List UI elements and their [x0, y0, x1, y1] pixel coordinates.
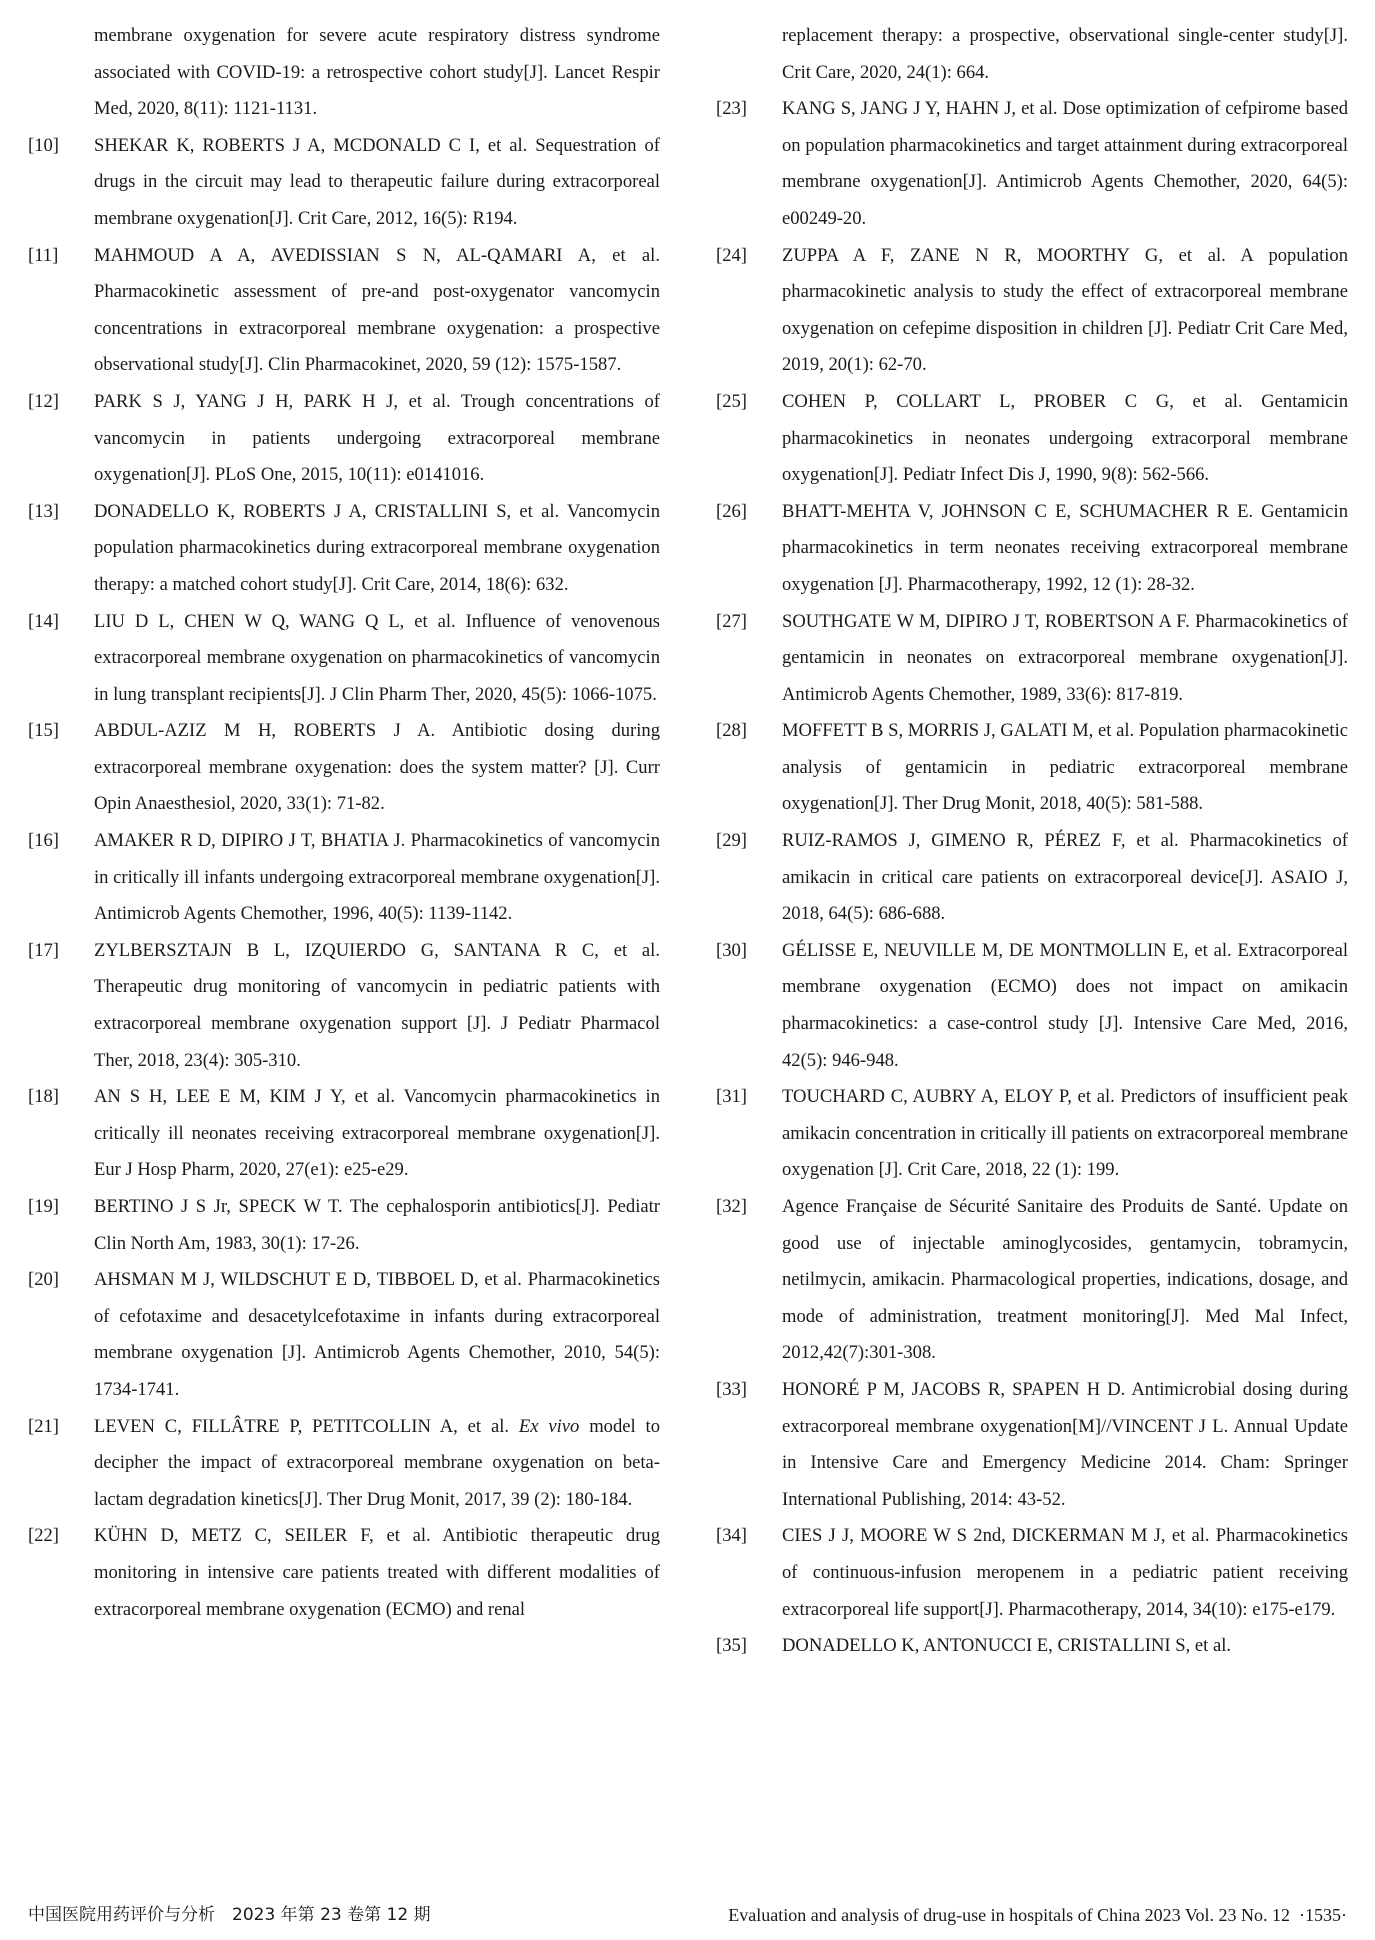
reference-number: [25]: [716, 390, 747, 412]
reference-13: [28, 494, 660, 604]
reference-text: TOUCHARD C, AUBRY A, ELOY P, et al. Predictors of insufficient peak amikacin concentration in critically ill patients on extracorporeal membrane oxygenation [J]. Crit Care, 2018, 22 (1): 199.: [782, 1086, 1348, 1181]
reference-number: [14]: [28, 610, 59, 632]
reference-number: [16]: [28, 830, 59, 852]
reference-14: [28, 604, 660, 714]
reference-32: [716, 1189, 1348, 1372]
reference-text: BHATT-MEHTA V, JOHNSON C E, SCHUMACHER R E. Gentamicin pharmacokinetics in term neonates receiving extracorporeal membrane oxygenation [J]. Pharmacotherapy, 1992, 12 (1): 28-32.: [782, 500, 1348, 595]
reference-12: [28, 384, 660, 494]
reference-text: ZYLBERSZTAJN B L, IZQUIERDO G, SANTANA R C, et al. Therapeutic drug monitoring of vancomycin in pediatric patients with extracorporeal membrane oxygenation support [J]. J Pediatr Pharmacol Ther, 2018, 23(4): 305-310.: [94, 939, 660, 1071]
reference-number: [22]: [28, 1525, 59, 1547]
reference-text: ABDUL-AZIZ M H, ROBERTS J A. Antibiotic dosing during extracorporeal membrane oxygenation: does the system matter? [J]. Curr Opin Anaesthesiol, 2020, 33(1): 71-82.: [94, 720, 660, 815]
reference-number: [17]: [28, 939, 59, 961]
reference-number: [21]: [28, 1415, 59, 1437]
reference-31: [716, 1079, 1348, 1189]
reference-text: AMAKER R D, DIPIRO J T, BHATIA J. Pharmacokinetics of vancomycin in critically ill infants undergoing extracorporeal membrane oxygenation[J]. Antimicrob Agents Chemother, 1996, 40(5): 1139-1142.: [94, 830, 660, 925]
reference-30: [716, 933, 1348, 1079]
reference-25: [716, 384, 1348, 494]
reference-text: MAHMOUD A A, AVEDISSIAN S N, AL-QAMARI A, et al. Pharmacokinetic assessment of pre-and post-oxygenator vancomycin concentrations in extracorporeal membrane oxygenation: a prospective observational study[J]. Clin Pharmacokinet, 2020, 59 (12): 1575-1587.: [94, 244, 660, 376]
right-column: [716, 18, 1348, 1665]
reference-35: [716, 1628, 1348, 1665]
reference-22: [28, 1518, 660, 1628]
reference-number: [30]: [716, 939, 747, 961]
reference-15: [28, 713, 660, 823]
reference-number: [10]: [28, 134, 59, 156]
reference-number: [27]: [716, 610, 747, 632]
reference-text: PARK S J, YANG J H, PARK H J, et al. Trough concentrations of vancomycin in patients undergoing extracorporeal membrane oxygenation[J]. PLoS One, 2015, 10(11): e0141016.: [94, 390, 660, 486]
reference-text: AHSMAN M J, WILDSCHUT E D, TIBBOEL D, et al. Pharmacokinetics of cefotaxime and desacetylcefotaxime in infants during extracorporeal membrane oxygenation [J]. Antimicrob Agents Chemother, 2010, 54(5): 1734-1741.: [94, 1269, 660, 1400]
reference-number: [11]: [28, 244, 59, 266]
reference-20: [28, 1262, 660, 1408]
reference-26: [716, 494, 1348, 604]
reference-text: Agence Française de Sécurité Sanitaire des Produits de Santé. Update on good use of injectable aminoglycosides, gentamycin, tobramycin, netilmycin, amikacin. Pharmacological properties, indications, dosage, and mode of administration, treatment monitoring[J]. Med Mal Infect, 2012,42(7):301-308.: [782, 1196, 1348, 1364]
reference-29: [716, 823, 1348, 933]
reference-number: [12]: [28, 390, 59, 412]
journal-name-english: Evaluation and analysis of drug-use in hospitals of China 2023 Vol. 23 No. 12: [728, 1905, 1290, 1925]
reference-text: BERTINO J S Jr, SPECK W T. The cephalosporin antibiotics[J]. Pediatr Clin North Am, 1983, 30(1): 17-26.: [94, 1196, 660, 1254]
reference-number: [31]: [716, 1086, 747, 1108]
reference-text: COHEN P, COLLART L, PROBER C G, et al. Gentamicin pharmacokinetics in neonates undergoing extracorporal membrane oxygenation[J]. Pediatr Infect Dis J, 1990, 9(8): 562-566.: [782, 390, 1348, 486]
reference-21: [28, 1409, 660, 1519]
reference-number: [26]: [716, 500, 747, 522]
reference-10: [28, 128, 660, 238]
reference-24: [716, 238, 1348, 384]
reference-18: [28, 1079, 660, 1189]
reference-34: [716, 1518, 1348, 1628]
reference-23: [716, 91, 1348, 237]
reference-16: [28, 823, 660, 933]
reference-number: [13]: [28, 500, 59, 522]
reference-text: KÜHN D, METZ C, SEILER F, et al. Antibiotic therapeutic drug monitoring in intensive care patients treated with different modalities of extracorporeal membrane oxygenation (ECMO) and renal: [94, 1525, 660, 1620]
reference-33: [716, 1372, 1348, 1518]
reference-text: CIES J J, MOORE W S 2nd, DICKERMAN M J, et al. Pharmacokinetics of continuous-infusion meropenem in a pediatric patient receiving extracorporeal life support[J]. Pharmacotherapy, 2014, 34(10): e175-e179.: [782, 1525, 1348, 1620]
reference-number: [23]: [716, 98, 747, 120]
reference-number: [20]: [28, 1269, 59, 1291]
reference-number: [34]: [716, 1525, 747, 1547]
reference-text: DONADELLO K, ROBERTS J A, CRISTALLINI S, et al. Vancomycin population pharmacokinetics during extracorporeal membrane oxygenation therapy: a matched cohort study[J]. Crit Care, 2014, 18(6): 632.: [94, 500, 660, 595]
italic-term: Ex vivo: [518, 1415, 580, 1437]
reference-text: SOUTHGATE W M, DIPIRO J T, ROBERTSON A F. Pharmacokinetics of gentamicin in neonates on extracorporeal membrane oxygenation[J]. Antimicrob Agents Chemother, 1989, 33(6): 817-819.: [782, 610, 1348, 705]
reference-number: [29]: [716, 830, 747, 852]
left-column: [28, 18, 660, 1628]
reference-text: RUIZ-RAMOS J, GIMENO R, PÉREZ F, et al. Pharmacokinetics of amikacin in critical care patients on extracorporeal device[J]. ASAIO J, 2018, 64(5): 686-688.: [782, 830, 1348, 925]
reference-number: [18]: [28, 1086, 59, 1108]
reference-text: AN S H, LEE E M, KIM J Y, et al. Vancomycin pharmacokinetics in critically ill neonates receiving extracorporeal membrane oxygenation[J]. Eur J Hosp Pharm, 2020, 27(e1): e25-e29.: [94, 1086, 660, 1181]
journal-name-chinese: 中国医院用药评价与分析 2023 年第 23 卷第 12 期: [28, 1905, 431, 1925]
reference-text: SHEKAR K, ROBERTS J A, MCDONALD C I, et al. Sequestration of drugs in the circuit may lead to therapeutic failure during extracorporeal membrane oxygenation[J]. Crit Care, 2012, 16(5): R194.: [94, 134, 660, 229]
reference-number: [32]: [716, 1196, 747, 1217]
continued-reference-text: membrane oxygenation for severe acute respiratory distress syndrome associated with COVID-19: a retrospective cohort study[J]. Lancet Respir Med, 2020, 8(11): 1121-1131.: [94, 25, 660, 120]
reference-19: [28, 1189, 660, 1262]
journal-info-english: [728, 1902, 1347, 1928]
continued-reference-text: replacement therapy: a prospective, observational single-center study[J]. Crit Care, 2020, 24(1): 664.: [782, 25, 1348, 83]
reference-text: DONADELLO K, ANTONUCCI E, CRISTALLINI S, et al.: [782, 1635, 1232, 1657]
reference-17: [28, 933, 660, 1079]
reference-text: MOFFETT B S, MORRIS J, GALATI M, et al. Population pharmacokinetic analysis of gentamicin in pediatric extracorporeal membrane oxygenation[J]. Ther Drug Monit, 2018, 40(5): 581-588.: [782, 720, 1348, 815]
reference-11: [28, 238, 660, 384]
reference-number: [24]: [716, 244, 747, 266]
reference-27: [716, 604, 1348, 714]
reference-number: [15]: [28, 720, 59, 742]
reference-number: [19]: [28, 1196, 59, 1217]
reference-text: KANG S, JANG J Y, HAHN J, et al. Dose optimization of cefpirome based on population pharmacokinetics and target attainment during extracorporeal membrane oxygenation[J]. Antimicrob Agents Chemother, 2020, 64(5): e00249-20.: [782, 98, 1348, 229]
reference-text: HONORÉ P M, JACOBS R, SPAPEN H D. Antimicrobial dosing during extracorporeal membrane oxygenation[M]//VINCENT J L. Annual Update in Intensive Care and Emergency Medicine 2014. Cham: Springer International Publishing, 2014: 43-52.: [782, 1378, 1348, 1510]
reference-text: LIU D L, CHEN W Q, WANG Q L, et al. Influence of venovenous extracorporeal membrane oxygenation on pharmacokinetics of vancomycin in lung transplant recipients[J]. J Clin Pharm Ther, 2020, 45(5): 1066-1075.: [94, 610, 660, 705]
reference-number: [35]: [716, 1635, 747, 1657]
reference-text: GÉLISSE E, NEUVILLE M, DE MONTMOLLIN E, et al. Extracorporeal membrane oxygenation (ECMO) does not impact on amikacin pharmacokinetics: a case-control study [J]. Intensive Care Med, 2016, 42(5): 946-948.: [782, 939, 1348, 1071]
page-number: ·1535·: [1299, 1905, 1347, 1925]
reference-number: [33]: [716, 1378, 747, 1400]
reference-text: LEVEN C, FILLÂTRE P, PETITCOLLIN A, et al. Ex vivo model to decipher the impact of extracorporeal membrane oxygenation on beta-lactam degradation kinetics[J]. Ther Drug Monit, 2017, 39 (2): 180-184.: [94, 1415, 660, 1510]
reference-28: [716, 713, 1348, 823]
reference-text: ZUPPA A F, ZANE N R, MOORTHY G, et al. A population pharmacokinetic analysis to study the effect of extracorporeal membrane oxygenation on cefepime disposition in children [J]. Pediatr Crit Care Med, 2019, 20(1): 62-70.: [782, 244, 1348, 376]
reference-number: [28]: [716, 720, 747, 742]
